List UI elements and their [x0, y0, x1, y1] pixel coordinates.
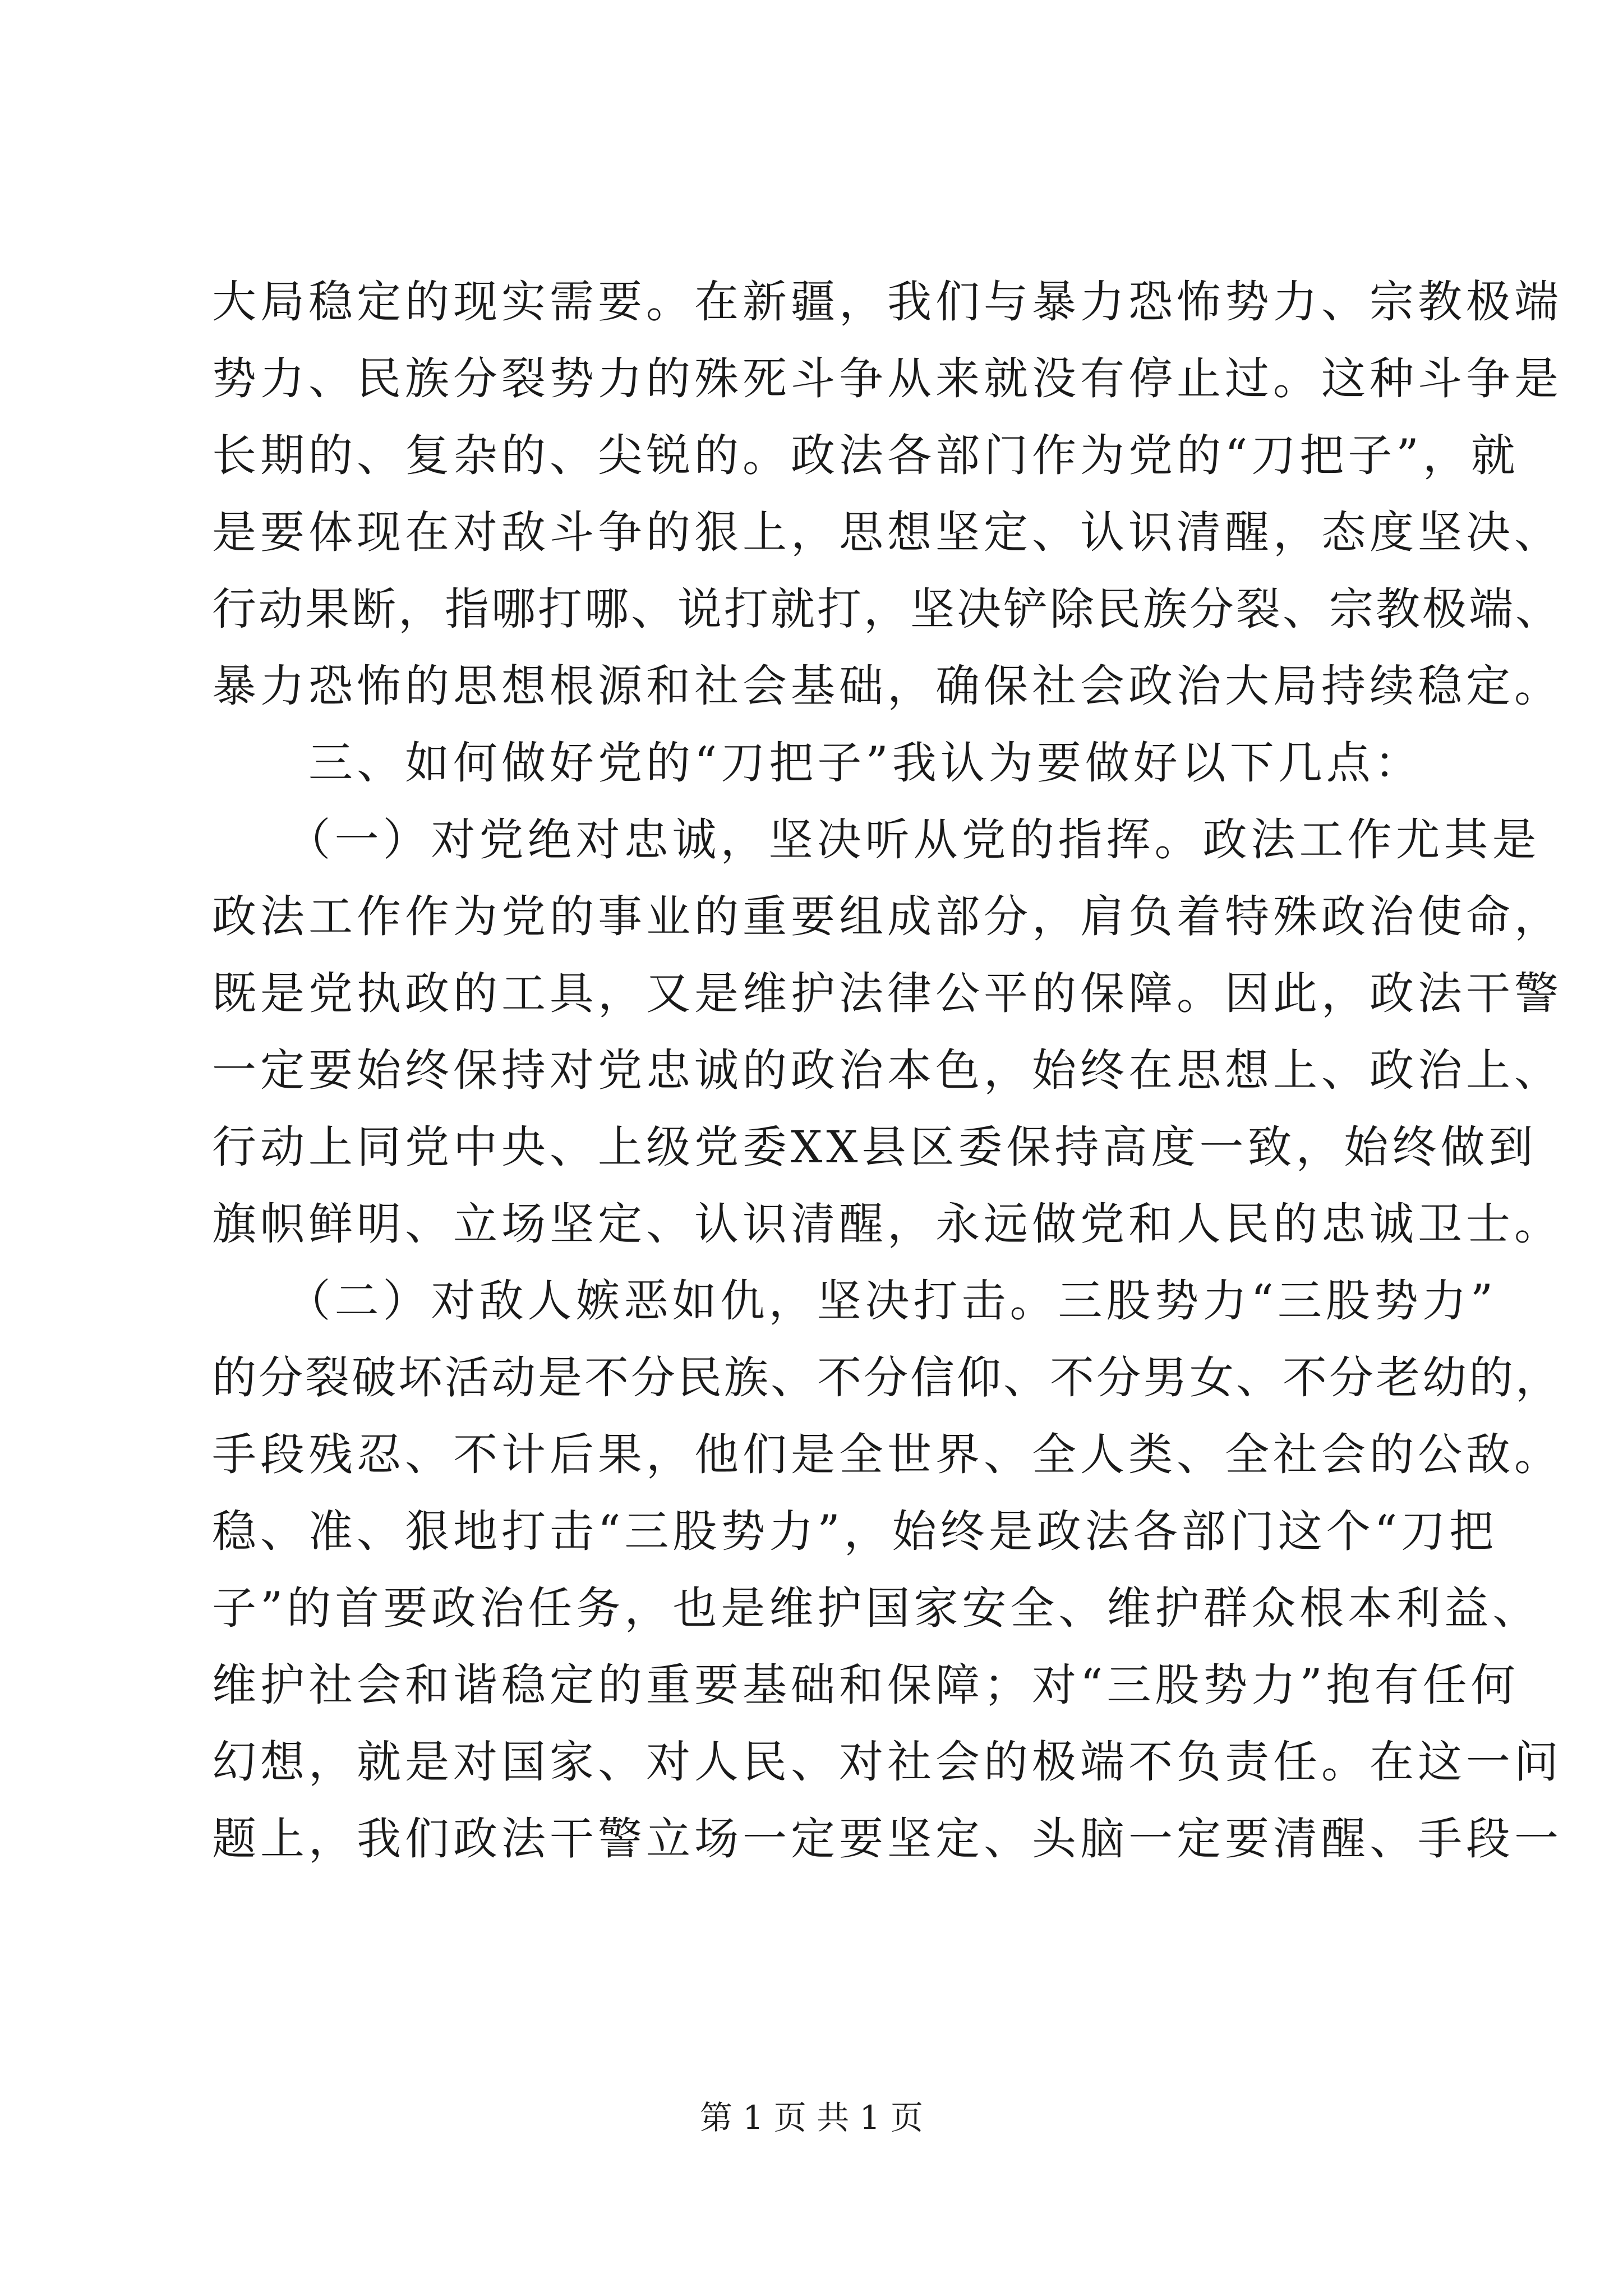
text-line: 行动果断，指哪打哪、说打就打，坚决铲除民族分裂、宗教极端、	[212, 583, 1562, 635]
text-line: 一定要始终保持对党忠诚的政治本色，始终在思想上、政治上、	[212, 1045, 1562, 1096]
text-line: 政法工作作为党的事业的重要组成部分，肩负着特殊政治使命，	[212, 891, 1562, 942]
text-line: 题上，我们政法干警立场一定要坚定、头脑一定要清醒、手段一	[212, 1813, 1562, 1865]
text-line: 维护社会和谐稳定的重要基础和保障；对“三股势力”抱有任何	[212, 1659, 1519, 1711]
document-body	[212, 264, 1562, 1878]
text-line: 是要体现在对敌斗争的狠上，思想坚定、认识清醒，态度坚决、	[212, 507, 1562, 558]
text-line: 暴力恐怖的思想根源和社会基础，确保社会政治大局持续稳定。	[212, 660, 1562, 712]
text-line: （二）对敌人嫉恶如仇，坚决打击。三股势力“三股势力”	[212, 1275, 1497, 1327]
text-line: （一）对党绝对忠诚，坚决听从党的指挥。政法工作尤其是	[212, 814, 1541, 866]
text-line: 稳、准、狠地打击“三股势力”，始终是政法各部门这个“刀把	[212, 1506, 1498, 1557]
text-line: 的分裂破坏活动是不分民族、不分信仰、不分男女、不分老幼的，	[212, 1352, 1562, 1404]
text-line: 大局稳定的现实需要。在新疆，我们与暴力恐怖势力、宗教极端	[212, 276, 1562, 328]
section-heading: 三、如何做好党的“刀把子”我认为要做好以下几点：	[212, 737, 1423, 789]
text-line: 子”的首要政治任务，也是维护国家安全、维护群众根本利益、	[212, 1582, 1541, 1634]
text-line: 手段残忍、不计后果，他们是全世界、全人类、全社会的公敌。	[212, 1429, 1562, 1480]
text-line: 长期的、复杂的、尖锐的。政法各部门作为党的“刀把子”，就	[212, 430, 1519, 481]
text-line: 幻想，就是对国家、对人民、对社会的极端不负责任。在这一问	[212, 1736, 1562, 1788]
text-line: 既是党执政的工具，又是维护法律公平的保障。因此，政法干警	[212, 968, 1562, 1019]
text-line: 行动上同党中央、上级党委XX县区委保持高度一致，始终做到	[212, 1121, 1537, 1173]
text-line: 旗帜鲜明、立场坚定、认识清醒，永远做党和人民的忠诚卫士。	[212, 1198, 1562, 1250]
page-number-footer: 第 1 页 共 1 页	[700, 2099, 923, 2137]
text-line: 势力、民族分裂势力的殊死斗争从来就没有停止过。这种斗争是	[212, 353, 1562, 404]
